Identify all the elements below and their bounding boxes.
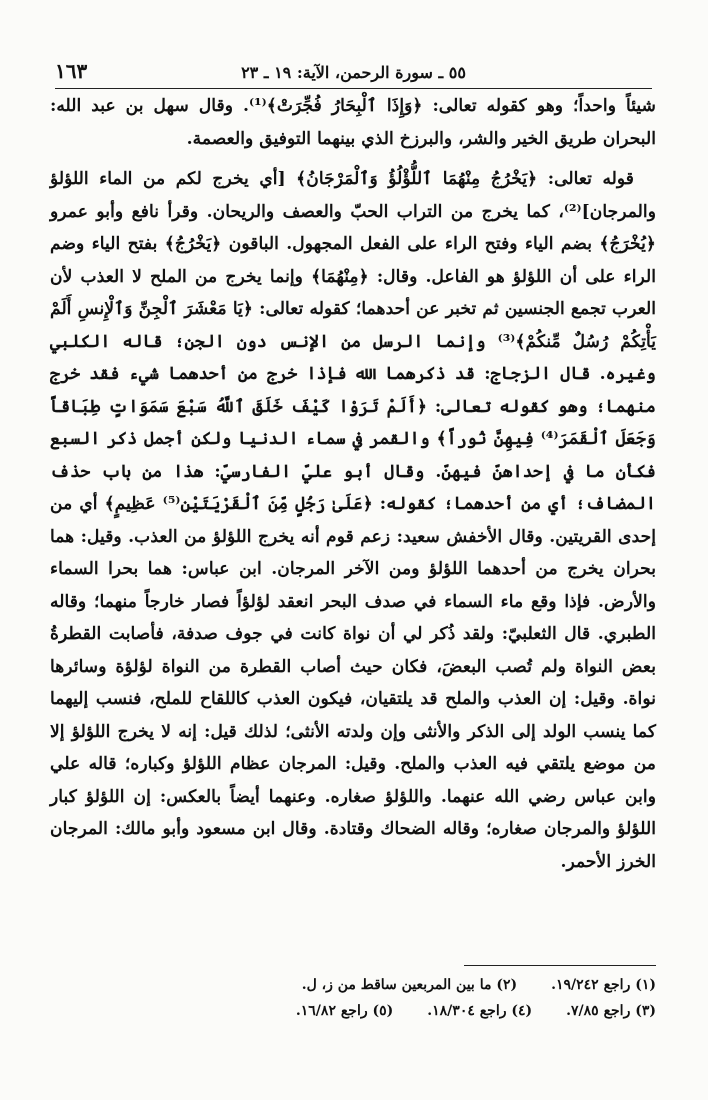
footnotes bbox=[180, 972, 656, 1024]
footnote-row bbox=[180, 998, 656, 1024]
footnote-2: (٢) ما بين المربعين ساقط من ز، ل. bbox=[301, 977, 518, 993]
running-title: ٥٥ ـ سورة الرحمن، الآية: ١٩ ـ ٢٣ bbox=[241, 63, 466, 82]
paragraph-2: قوله تعالى: ﴿يَخْرُجُ مِنْهُمَا ٱللُّؤْلُؤُ وَٱلْمَرْجَانُ﴾ [أي يخرج لكم من الماء اللؤلؤ والمرجان]⁽²⁾، كما يخرج من التراب الحبّ والعصف والريحان. وقرأ نافع وأبو عمرو ﴿يُخْرَجُ﴾ بضم الياء وفتح الراء على الفعل المجهول. الباقون ﴿يَخْرُجُ﴾ بفتح الياء وضم الراء على أن اللؤلؤ هو الفاعل. وقال: ﴿مِنْهُمَا﴾ وإنما يخرج من الملح لا العذب لأن العرب تجمع الجنسين ثم تخبر عن أحدهما؛ كقوله تعالى: ﴿يَا مَعْشَرَ ٱلْجِنِّ وَٱلْإِنسِ أَلَمْ يَأْتِكُمْ رُسُلٌ مِّنكُمْ﴾⁽³⁾ وإنما الرسل من الإنس دون الجن؛ قاله الكلبي وغيره. قال الزجاج: قد ذكرهما الله فإذا خرج من أحدهما شيء فقد خرج منهما؛ وهو كقوله تعالى: ﴿أَلَمْ تَرَوْا كَيْفَ خَلَقَ ٱللَّهُ سَبْعَ سَمَوَاتٍ طِبَاقاً وَجَعَلَ ٱلْقَمَرَ⁽⁴⁾ فِيهِنَّ نُوراً﴾ والقمر في سماء الدنيا ولكن أجمل ذكر السبع فكأن ما في إحداهنّ فيهنّ. وقال أبو عليّ الفارسيّ: هذا من باب حذف المضاف؛ أي من أحدهما؛ كقوله: ﴿عَلَىٰ رَجُلٍ مِّنَ ٱلْقَرْيَتَيْنِ⁽⁵⁾ عَظِيمٍ﴾ أي من إحدى القريتين. وقال الأخفش سعيد: زعم قوم أنه يخرج اللؤلؤ من العذب. وقيل: هما بحران يخرج من أحدهما اللؤلؤ ومن الآخر المرجان. ابن عباس: هما بحرا السماء والأرض. فإذا وقع ماء السماء في صدف البحر انعقد لؤلؤاً فصار خارجاً منهما؛ وقاله الطبري. قال الثعلبيّ: ولقد ذُكر لي أن نواة كانت في جوف صدفة، فأصابت القطرةُ بعض النواة ولم تُصب البعضَ، فكان حيث أصاب القطرة من النواة لؤلؤة وسائرها نواة. وقيل: إن العذب والملح قد يلتقيان، فيكون العذب كاللقاح للملح، فنسب إليهما كما ينسب الولد إلى الذكر والأنثى وإن ولدته الأنثى؛ لذلك قيل: إنه لا يخرج اللؤلؤ إلا من موضع يلتقي فيه العذب والملح. وقيل: المرجان عظام اللؤلؤ وكباره؛ قاله علي وابن عباس رضي الله عنهما. واللؤلؤ صغاره. وعنهما أيضاً بالعكس: إن اللؤلؤ كبار اللؤلؤ والمرجان صغاره؛ وقاله الضحاك وقتادة. وقال ابن مسعود وأبو مالك: المرجان الخرز الأحمر. bbox=[50, 169, 657, 872]
footnote-3: (٣) راجع ٧/٨٥. bbox=[566, 1003, 656, 1019]
page-header bbox=[55, 58, 652, 89]
footnote-4: (٤) راجع ١٨/٣٠٤. bbox=[427, 1003, 533, 1019]
footnote-1: (١) راجع ١٩/٢٤٢. bbox=[551, 977, 656, 993]
paragraph-1: شيئاً واحداً؛ وهو كقوله تعالى: ﴿وَإِذَا ٱلْبِحَارُ فُجِّرَتْ﴾⁽¹⁾. وقال سهل بن عبد الله: البحران طريق الخير والشر، والبرزخ الذي بينهما التوفيق والعصمة. bbox=[50, 96, 656, 149]
page-number: ١٦٣ bbox=[55, 59, 88, 83]
main-text bbox=[50, 90, 656, 878]
footnote-5: (٥) راجع ١٦/٨٢. bbox=[295, 1003, 394, 1019]
footnote-separator bbox=[464, 965, 656, 966]
footnote-row bbox=[180, 972, 656, 998]
